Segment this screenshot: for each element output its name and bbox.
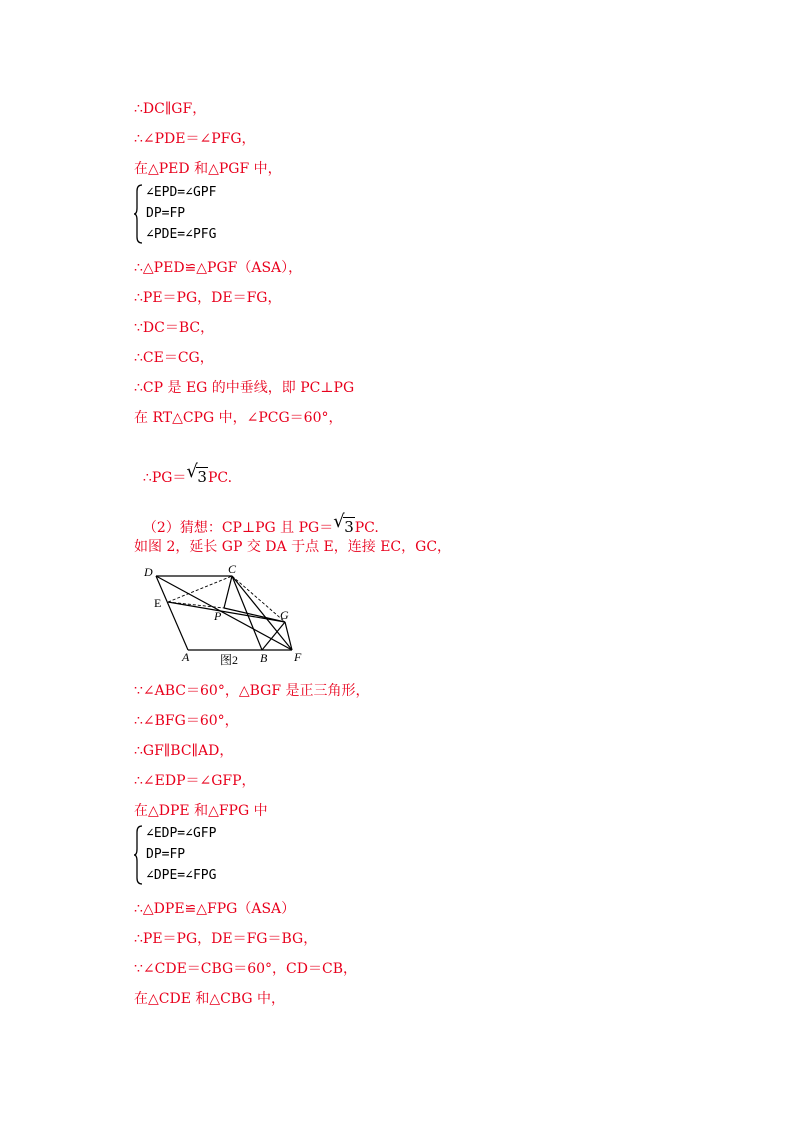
system-row: DP=FP [146,847,186,862]
proof-line: ∴CP 是 EG 的中垂线，即 PC⊥PG [134,380,355,396]
label-P: P [214,609,222,623]
segment-CG-dashed [232,576,285,622]
label-F: F [294,650,302,664]
radicand: 3 [197,468,207,486]
guess-line [134,500,379,537]
system-row: ∠DPE=∠FPG [146,868,217,883]
radicand: 3 [344,518,354,536]
system-row: ∠EPD=∠GPF [146,185,217,200]
proof-line: ∴△PED≌△PGF（ASA）， [134,260,303,276]
proof-line: 在△CDE 和△CBG 中， [134,991,286,1007]
segment-EG [168,602,285,622]
label-C: C [228,562,237,576]
guess-prefix: （2）猜想：CP⊥PG 且 PG＝ [142,520,334,536]
system-row: ∠EDP=∠GFP [146,826,217,841]
proof-line: 在△DPE 和△FPG 中 [134,803,268,819]
proof-line: ∴GF∥BC∥AD， [134,743,234,759]
system-row: DP=FP [146,206,186,221]
sqrt-expression: √ 3 [333,511,354,536]
label-A: A [182,650,190,664]
proof-line: 如图 2，延长 GP 交 DA 于点 E，连接 EC，GC， [134,539,452,555]
proof-line: ∴PE＝PG，DE＝FG＝BG， [134,931,318,947]
conclusion-suffix: PC. [207,470,233,486]
left-brace-icon [134,824,144,886]
proof-line: 在△PED 和△PGF 中， [134,161,282,177]
label-E: E [154,596,162,610]
proof-line: ∵∠ABC＝60°，△BGF 是正三角形， [134,683,370,699]
proof-line: ∴DC∥GF， [134,101,207,117]
figure-caption: 图2 [220,653,239,667]
proof-line: ∴∠BFG＝60°， [134,713,239,729]
proof-line: ∵DC＝BC， [134,320,215,336]
segment-EC-dashed [168,576,232,602]
proof-line: ∴PE＝PG，DE＝FG， [134,290,282,306]
proof-line: ∴∠PDE＝∠PFG， [134,131,256,147]
segment-PC [224,576,232,608]
proof-line: ∴CE＝CG， [134,350,214,366]
guess-suffix: PC. [354,520,379,536]
proof-line: ∵∠CDE＝CBG＝60°，CD＝CB， [134,961,357,977]
label-G: G [280,608,289,622]
geometry-figure-2 [140,562,320,674]
label-D: D [144,565,153,579]
conclusion-prefix: ∴PG＝ [142,470,187,486]
sqrt-expression: √ 3 [186,461,207,486]
conclusion-line [134,450,232,487]
left-brace-icon [134,183,144,245]
segment-DA [156,576,188,650]
label-B: B [260,651,268,665]
segment-PG [224,608,285,622]
system-row: ∠PDE=∠PFG [146,227,217,242]
proof-line: ∴△DPE≌△FPG（ASA） [134,901,296,917]
proof-line: 在 RT△CPG 中，∠PCG＝60°， [134,410,343,426]
proof-line: ∴∠EDP＝∠GFP， [134,773,256,789]
